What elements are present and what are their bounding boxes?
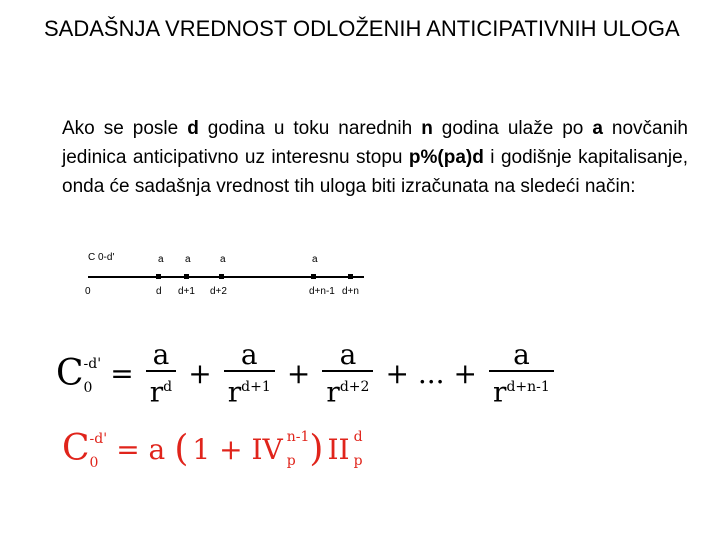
para-text: godina u toku narednih (198, 118, 422, 139)
timeline-top-label: a (158, 254, 164, 265)
slide-title: SADAŠNJA VREDNOST ODLOŽENIH ANTICIPATIVNIH ULOGA (44, 16, 680, 41)
timeline-diagram (80, 244, 380, 304)
description-paragraph (62, 114, 688, 201)
timeline-tick (156, 274, 161, 279)
fraction-term: $\frac{a}{r^d}$ (146, 340, 176, 407)
timeline-axis (88, 276, 364, 278)
para-text: Ako se posle (62, 118, 188, 139)
para-bold-n: n (421, 118, 433, 139)
fraction-term: $\frac{a}{r^{d+2}}$ (322, 340, 373, 407)
timeline-tick (184, 274, 189, 279)
timeline-tick (219, 274, 224, 279)
timeline-tick (348, 274, 353, 279)
timeline-tick (311, 274, 316, 279)
timeline-bottom-label: d+2 (210, 286, 227, 297)
para-bold-a: a (592, 118, 603, 139)
timeline-bottom-label: 0 (85, 286, 91, 297)
para-bold-rate: p%(pa)d (408, 147, 484, 168)
timeline-bottom-label: d (156, 286, 162, 297)
present-value-compact-formula: C -d' 0 = a ( 1 + IV n-1 p ) II d p (62, 428, 363, 471)
para-bold-d: d (187, 118, 199, 139)
timeline-top-label: C 0-d' (88, 252, 115, 263)
para-text: i godišnje kapitalisanje, onda će sadašnja vrednost tih uloga biti izračunata na sledeći način: (62, 147, 688, 197)
fraction-term: $\frac{a}{r^{d+n-1}}$ (489, 340, 554, 407)
timeline-top-label: a (312, 254, 318, 265)
formula-lhs: C -d' 0 (62, 428, 108, 471)
timeline-top-label: a (185, 254, 191, 265)
fraction-term: $\frac{a}{r^{d+1}}$ (224, 340, 275, 407)
para-text: godina ulaže po (432, 118, 593, 139)
formula-lhs: C -d' 0 (56, 352, 102, 396)
timeline-bottom-label: d+1 (178, 286, 195, 297)
present-value-sum-formula: C -d' 0 = $\frac{a}{r^d}$ + $\frac{a}{r^{d+1}}$ + $\frac{a}{r^{d+2}}$ + ... + $\frac{a}{r^{d+n-1}}$ (56, 340, 557, 407)
timeline-bottom-label: d+n (342, 286, 359, 297)
para-text: novčanih jedinica anticipativno uz interesnu stopu (62, 118, 688, 168)
timeline-top-label: a (220, 254, 226, 265)
timeline-bottom-label: d+n-1 (309, 286, 335, 297)
